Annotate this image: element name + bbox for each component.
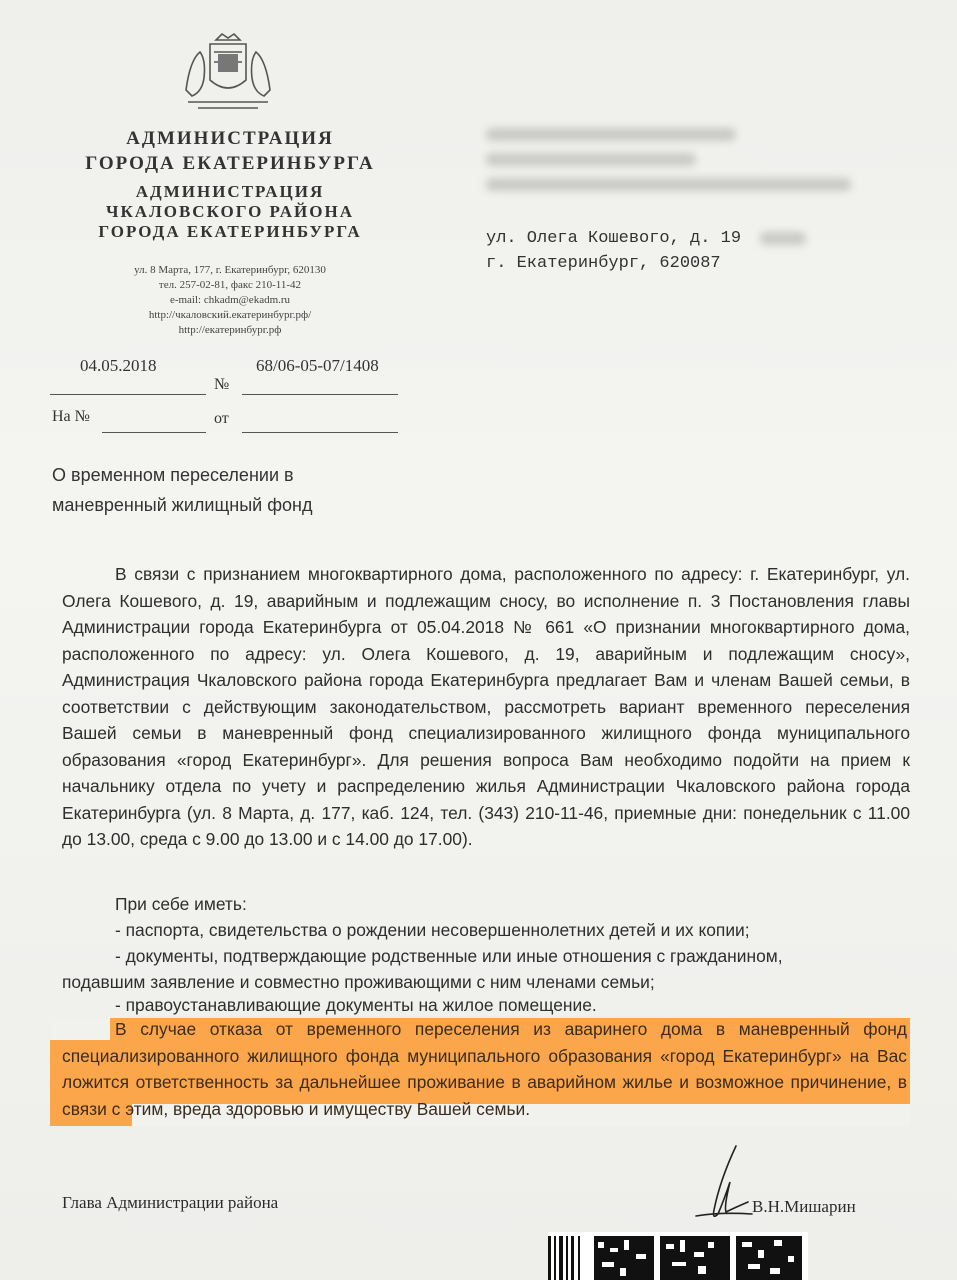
org-name-line1: АДМИНИСТРАЦИЯ xyxy=(126,128,334,149)
coat-of-arms-icon xyxy=(178,30,278,112)
bring-item-2-line1: - документы, подтверждающие родственные или иные отношения с гражданином, xyxy=(115,946,783,966)
bring-item-2-line2: подавшим заявление и совместно проживающими с ним членами семьи; xyxy=(62,972,655,992)
subject-line1: О временном переселении в xyxy=(52,465,294,485)
document-barcode xyxy=(548,1232,808,1280)
body-main-paragraph: В связи с признанием многоквартирного дома, расположенного по адресу: г. Екатеринбург, ул. Олега Кошевого, д. 19, аварийным и подлежащим сносу, во исполнение п. 3 Постановления главы Администрации города Екатеринбурга от 05.04.2018 № 661 «О признании многоквартирного дома, расположенного по адресу: ул. Олега Кошевого, д. 19, аварийным и подлежащим сносу», Администрация Чкаловского района города Екатеринбурга предлагает Вам и членам Вашей семьи, в соответствии с действующим законодательством, рассмотреть вариант временного переселения Вашей семьи в маневренный фонд специализированного жилищного фонда муниципального образования «город Екатеринбург». Для решения вопроса Вам необходимо подойти на прием к начальнику отдела по учету и распределению жилья Администрации Чкаловского района города Екатеринбурга (ул. 8 Марта, д. 177, каб. 124, тел. (343) 210-11-46, приемные дни: понедельник с 11.00 до 13.00, среда с 9.00 до 13.00 и с 14.00 до 17.00). xyxy=(62,564,910,849)
contact-phone: тел. 257-02-81, факс 210-11-42 xyxy=(158,279,302,291)
signature-name: В.Н.Мишарин xyxy=(752,1197,856,1216)
bring-item-3: - правоустанавливающие документы на жилое помещение. xyxy=(115,995,597,1015)
recipient-address xyxy=(486,226,741,276)
recipient-city: г. Екатеринбург, 620087 xyxy=(486,254,721,273)
sub-org-line3: ГОРОДА ЕКАТЕРИНБУРГА xyxy=(98,222,362,241)
warning-paragraph: В случае отказа от временного переселения из аваринего дома в маневренный фонд специализированного жилищного фонда муниципального образования «город Екатеринбург» на Вас ложится ответственность за дальнейшее проживание в аварийном жилье и возможное причинение, в связи с этим, вреда здоровью и имуществу Вашей семьи. xyxy=(62,1019,907,1119)
letter-subject xyxy=(52,460,312,520)
redacted-recipient-2 xyxy=(486,153,696,166)
ref-number-underline xyxy=(102,432,206,433)
ref-from-underline xyxy=(242,432,398,433)
letter-date: 04.05.2018 xyxy=(80,356,157,375)
redacted-recipient-3 xyxy=(486,178,851,191)
subject-line2: маневренный жилищный фонд xyxy=(52,495,313,515)
contact-address: ул. 8 Марта, 177, г. Екатеринбург, 620130 xyxy=(134,264,326,276)
sub-org-line1: АДМИНИСТРАЦИЯ xyxy=(135,182,325,201)
ref-number-label: На № xyxy=(52,408,90,425)
contact-block xyxy=(50,263,410,338)
signature-title: Глава Администрации района xyxy=(62,1193,279,1212)
redacted-apartment xyxy=(760,232,806,245)
sub-org-line2: ЧКАЛОВСКОГО РАЙОНА xyxy=(105,202,354,221)
bring-label: При себе иметь: xyxy=(115,894,247,914)
contact-email: e-mail: chkadm@ekadm.ru xyxy=(169,294,291,306)
bring-item-1: - паспорта, свидетельства о рождении несовершеннолетних детей и их копии; xyxy=(115,920,750,940)
ref-from-label: от xyxy=(214,410,229,427)
org-name xyxy=(50,126,410,176)
redacted-recipient-1 xyxy=(486,128,736,141)
date-underline xyxy=(50,394,206,395)
handwritten-signature-icon xyxy=(690,1140,760,1225)
org-name-line2: ГОРОДА ЕКАТЕРИНБУРГА xyxy=(85,153,375,174)
sub-org-name xyxy=(50,182,410,242)
contact-site-1: http://чкаловский.екатеринбург.рф/ xyxy=(148,309,312,321)
letter-number: 68/06-05-07/1408 xyxy=(256,356,379,375)
number-label: № xyxy=(214,376,230,393)
number-underline xyxy=(242,394,398,395)
contact-site-2: http://екатеринбург.рф xyxy=(178,324,282,336)
recipient-street: ул. Олега Кошевого, д. 19 xyxy=(486,229,742,248)
